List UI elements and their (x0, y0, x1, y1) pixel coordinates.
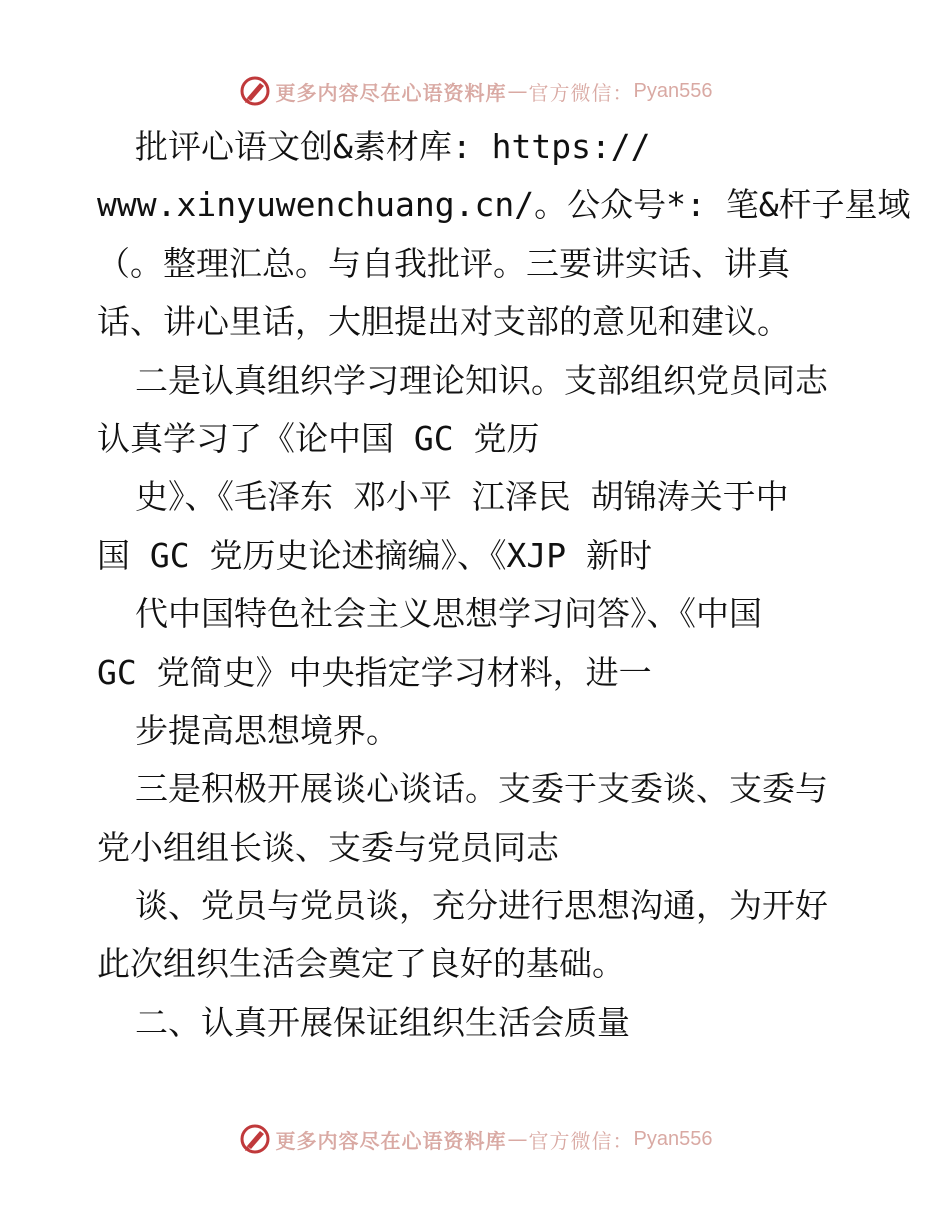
text-line: 批评心语文创&素材库: https:// (135, 127, 651, 166)
section-heading: 二、认真开展保证组织生活会质量 (135, 1002, 630, 1042)
text-line: 认真学习了《论中国 GC 党历 (97, 418, 540, 458)
pen-logo-icon (238, 1122, 272, 1156)
text-line: 代中国特色社会主义思想学习问答》、《中国 (135, 594, 762, 634)
text-line: 三是积极开展谈心谈话。支委于支委谈、支委与 (135, 769, 828, 809)
header-watermark (0, 71, 950, 111)
text-line: 话、讲心里话，大胆提出对支部的意见和建议。 (97, 302, 790, 342)
banner-main-text: 更多内容尽在心语资料库 (275, 1128, 507, 1153)
banner-sub-text: 官方微信： (528, 80, 634, 105)
text-line: 史》、《毛泽东 邓小平 江泽民 胡锦涛关于中 (135, 477, 789, 517)
text-line: 此次组织生活会奠定了良好的基础。 (97, 944, 625, 984)
banner-wechat-id: Pyan556 (633, 1127, 713, 1150)
text-line: 二是认真组织学习理论知识。支部组织党员同志 (135, 360, 828, 400)
text-line: 党小组组长谈、支委与党员同志 (97, 827, 559, 867)
text-line: GC 党简史》中央指定学习材料，进一 (97, 652, 652, 692)
banner-dash: — (507, 79, 528, 103)
text-line: （。整理汇总。与自我批评。三要讲实话、讲真 (97, 243, 790, 283)
text-line: 谈、党员与党员谈，充分进行思想沟通，为开好 (135, 886, 828, 926)
text-line: 步提高思想境界。 (135, 710, 399, 750)
footer-watermark (0, 1119, 950, 1159)
text-line: 国 GC 党历史论述摘编》、《XJP 新时 (97, 535, 652, 575)
banner-dash: — (507, 1127, 528, 1151)
banner-sub-text: 官方微信： (528, 1128, 634, 1153)
banner-wechat-id: Pyan556 (633, 79, 713, 102)
banner-main-text: 更多内容尽在心语资料库 (275, 80, 507, 105)
text-line: www.xinyuwenchuang.cn/。公众号*: 笔&杆子星域 (97, 185, 911, 225)
pen-logo-icon (238, 74, 272, 108)
body-text (97, 118, 911, 1052)
